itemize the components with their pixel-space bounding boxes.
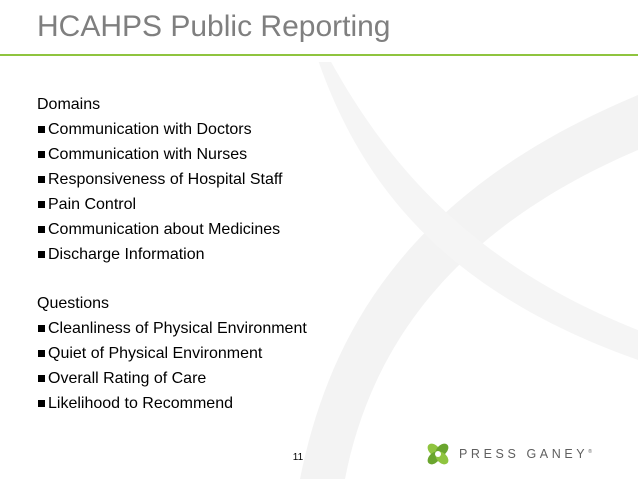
list-item bbox=[37, 366, 307, 391]
square-bullet-icon bbox=[38, 325, 45, 332]
title-bar bbox=[0, 0, 638, 62]
list-item bbox=[37, 192, 307, 217]
questions-list bbox=[37, 316, 307, 416]
page-number: 11 bbox=[292, 452, 304, 463]
list-item bbox=[37, 217, 307, 242]
square-bullet-icon bbox=[38, 400, 45, 407]
list-item-label: Discharge Information bbox=[48, 246, 205, 263]
logo-wordmark bbox=[459, 447, 592, 461]
press-ganey-leaf-logo-icon bbox=[425, 441, 451, 467]
list-item-label: Communication with Nurses bbox=[48, 146, 248, 163]
list-item-label: Communication with Doctors bbox=[48, 121, 252, 138]
title-divider bbox=[0, 54, 638, 56]
logo-trademark: ® bbox=[588, 448, 592, 455]
list-item-label: Cleanliness of Physical Environment bbox=[48, 320, 307, 337]
list-item bbox=[37, 167, 307, 192]
square-bullet-icon bbox=[38, 226, 45, 233]
square-bullet-icon bbox=[38, 151, 45, 158]
list-item-label: Communication about Medicines bbox=[48, 221, 281, 238]
square-bullet-icon bbox=[38, 126, 45, 133]
slide-title: HCAHPS Public Reporting bbox=[37, 10, 391, 43]
questions-heading: Questions bbox=[37, 295, 110, 312]
square-bullet-icon bbox=[38, 201, 45, 208]
square-bullet-icon bbox=[38, 176, 45, 183]
list-item-label: Pain Control bbox=[48, 196, 137, 213]
press-ganey-logo bbox=[425, 440, 592, 468]
list-item bbox=[37, 242, 307, 267]
logo-text: PRESS GANEY bbox=[459, 447, 589, 461]
slide-content bbox=[37, 92, 307, 416]
list-item-label: Likelihood to Recommend bbox=[48, 395, 233, 412]
square-bullet-icon bbox=[38, 375, 45, 382]
list-item bbox=[37, 142, 307, 167]
list-item-label: Responsiveness of Hospital Staff bbox=[48, 171, 283, 188]
list-item bbox=[37, 341, 307, 366]
section-spacer bbox=[37, 267, 307, 291]
list-item-label: Quiet of Physical Environment bbox=[48, 345, 263, 362]
domains-list bbox=[37, 117, 307, 267]
square-bullet-icon bbox=[38, 350, 45, 357]
square-bullet-icon bbox=[38, 251, 45, 258]
list-item bbox=[37, 117, 307, 142]
list-item-label: Overall Rating of Care bbox=[48, 370, 207, 387]
list-item bbox=[37, 316, 307, 341]
domains-heading: Domains bbox=[37, 96, 101, 113]
list-item bbox=[37, 391, 307, 416]
